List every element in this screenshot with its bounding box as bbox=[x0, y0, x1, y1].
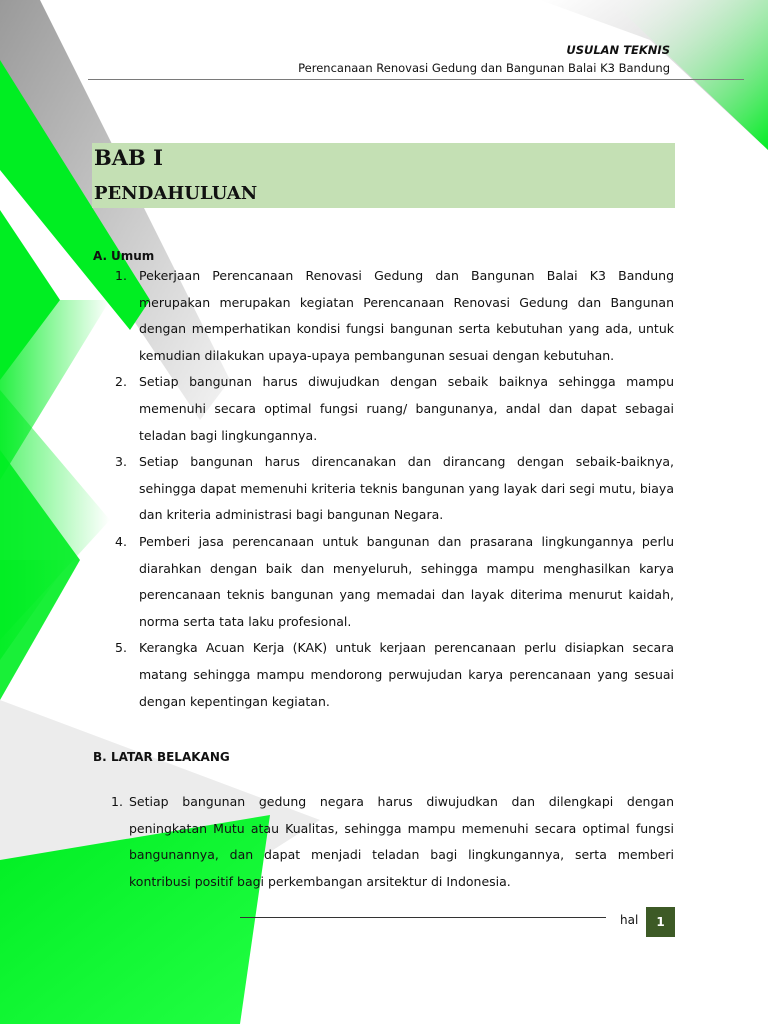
section-a-label: A. bbox=[93, 249, 108, 263]
footer-divider bbox=[240, 917, 606, 918]
section-b-heading bbox=[93, 750, 230, 764]
list-item-text: Kerangka Acuan Kerja (KAK) untuk kerjaan perencanaan perlu disiapkan secara matang sehingga mampu mendorong perwujudan karya perencanaan yang sesuai dengan kepentingan kegiatan. bbox=[139, 640, 674, 709]
list-item-text: Setiap bangunan harus direncanakan dan dirancang dengan sebaik-baiknya, sehingga dapat memenuhi kriteria teknis bangunan yang layak dari segi mutu, biaya dan kriteria administrasi bagi bangunan Negara. bbox=[139, 454, 674, 523]
chapter-number: BAB I bbox=[94, 145, 163, 170]
header-title: USULAN TEKNIS bbox=[566, 43, 670, 57]
list-item-number: 4. bbox=[115, 533, 127, 549]
footer-page-label: hal bbox=[620, 913, 639, 927]
list-item bbox=[115, 369, 674, 449]
page-number-badge bbox=[646, 907, 675, 937]
list-item-number: 5. bbox=[115, 640, 127, 656]
list-item-text: Pekerjaan Perencanaan Renovasi Gedung dan Bangunan Balai K3 Bandung merupakan merupakan kegiatan Perencanaan Renovasi Gedung dan Bangunan dengan memperhatikan kondisi fungsi bangunan serta kebutuhan yang ada, untuk kemudian dilakukan upaya-upaya pembangunan sesuai dengan kebutuhan. bbox=[139, 268, 674, 363]
chapter-title: PENDAHULUAN bbox=[94, 183, 258, 204]
section-a-title: Umum bbox=[111, 249, 155, 263]
list-item bbox=[111, 789, 674, 895]
section-b-list bbox=[111, 789, 674, 895]
list-item bbox=[115, 529, 674, 635]
list-item-text: Setiap bangunan gedung negara harus diwujudkan dan dilengkapi dengan peningkatan Mutu atau Kualitas, sehingga mampu memenuhi secara optimal fungsi bangunannya, dan dapat menjadi teladan bagi lingkungannya, serta memberi kontribusi positif bagi perkembangan arsitektur di Indonesia. bbox=[129, 794, 674, 889]
header-divider bbox=[88, 79, 744, 80]
list-item-text: Setiap bangunan harus diwujudkan dengan sebaik baiknya sehingga mampu memenuhi secara optimal fungsi ruang/ bangunanya, andal dan dapat sebagai teladan bagi lingkungannya. bbox=[139, 374, 674, 443]
list-item-number: 1. bbox=[111, 794, 123, 809]
section-a-heading bbox=[93, 249, 154, 263]
list-item-text: Pemberi jasa perencanaan untuk bangunan dan prasarana lingkungannya perlu diarahkan dengan baik dan menyeluruh, sehingga mampu menghasilkan karya perencanaan teknis bangunan yang memadai dan layak diterima menurut kaidah, norma serta tata laku profesional. bbox=[139, 533, 674, 629]
header-subtitle: Perencanaan Renovasi Gedung dan Bangunan Balai K3 Bandung bbox=[298, 61, 670, 75]
list-item-number: 3. bbox=[115, 454, 127, 470]
section-b-label: B. bbox=[93, 750, 107, 764]
section-a-list bbox=[115, 263, 674, 715]
list-item-number: 1. bbox=[115, 268, 127, 283]
section-b-title: LATAR BELAKANG bbox=[111, 750, 230, 764]
page-number: 1 bbox=[656, 915, 665, 929]
list-item bbox=[115, 263, 674, 369]
list-item bbox=[115, 635, 674, 715]
list-item-number: 2. bbox=[115, 374, 127, 390]
list-item bbox=[115, 449, 674, 529]
